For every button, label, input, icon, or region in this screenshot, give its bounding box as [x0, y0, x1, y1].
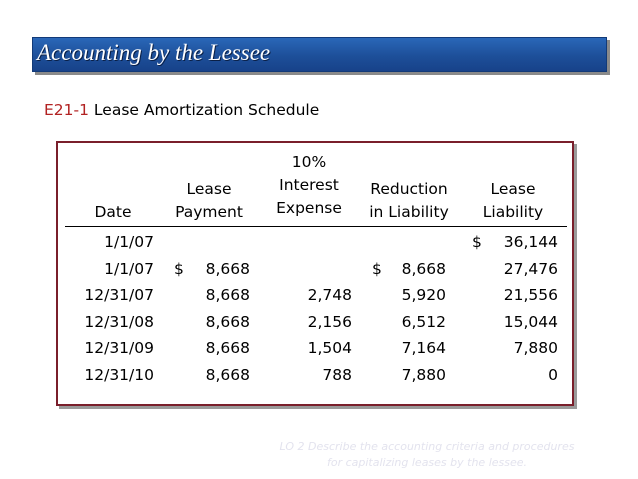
table-row [58, 256, 572, 282]
learning-objective-footer [232, 439, 622, 471]
footer-line-1: LO 2 Describe the accounting criteria and procedures [279, 440, 575, 453]
date-cell: 1/1/07 [104, 233, 154, 251]
liability-cell: 7,880 [513, 339, 558, 357]
date-cell: 12/31/10 [84, 365, 154, 384]
header-lease-liability: Lease Liability [482, 180, 544, 221]
amortization-table [56, 141, 574, 406]
reduction-cell: 8,668 [401, 259, 446, 278]
slide-title: Accounting by the Lessee [37, 40, 271, 65]
interest-cell: 2,156 [307, 312, 352, 331]
reduction-dollar-sign: $ [372, 259, 382, 278]
table-row [58, 335, 572, 361]
liability-dollar-sign: $ [472, 233, 482, 251]
payment-cell: 8,668 [205, 312, 250, 331]
date-cell: 1/1/07 [104, 259, 154, 278]
liability-cell: 36,144 [503, 233, 558, 251]
exercise-code: E21-1 [44, 101, 89, 119]
date-cell: 12/31/09 [84, 339, 154, 357]
schedule-name: Lease Amortization Schedule [93, 101, 320, 119]
reduction-cell: 7,164 [401, 339, 446, 357]
payment-cell: 8,668 [205, 259, 250, 278]
footer-line-2: for capitalizing leases by the lessee. [326, 456, 528, 469]
liability-cell: 0 [548, 365, 558, 384]
liability-cell: 15,044 [503, 312, 558, 331]
header-interest-expense: 10% Interest Expense [276, 153, 342, 217]
header-rule [65, 226, 567, 227]
reduction-cell: 6,512 [401, 312, 446, 331]
schedule-subtitle [44, 101, 319, 119]
interest-cell: 2,748 [307, 286, 352, 304]
date-cell: 12/31/07 [84, 286, 154, 304]
table-row [58, 229, 572, 255]
payment-cell: 8,668 [205, 286, 250, 304]
interest-cell: 788 [322, 365, 352, 384]
header-date: Date [94, 203, 132, 221]
interest-cell: 1,504 [307, 339, 352, 357]
date-cell: 12/31/08 [84, 312, 154, 331]
reduction-cell: 5,920 [401, 286, 446, 304]
reduction-cell: 7,880 [401, 365, 446, 384]
table-row [58, 309, 572, 335]
liability-cell: 21,556 [503, 286, 558, 304]
liability-cell: 27,476 [503, 259, 558, 278]
table-row [58, 282, 572, 308]
title-banner [32, 37, 607, 72]
payment-cell: 8,668 [205, 365, 250, 384]
table-row [58, 362, 572, 388]
payment-dollar-sign: $ [174, 259, 184, 278]
payment-cell: 8,668 [205, 339, 250, 357]
header-reduction-in-liability: Reduction in Liability [369, 180, 449, 221]
header-lease-payment: Lease Payment [175, 180, 243, 221]
